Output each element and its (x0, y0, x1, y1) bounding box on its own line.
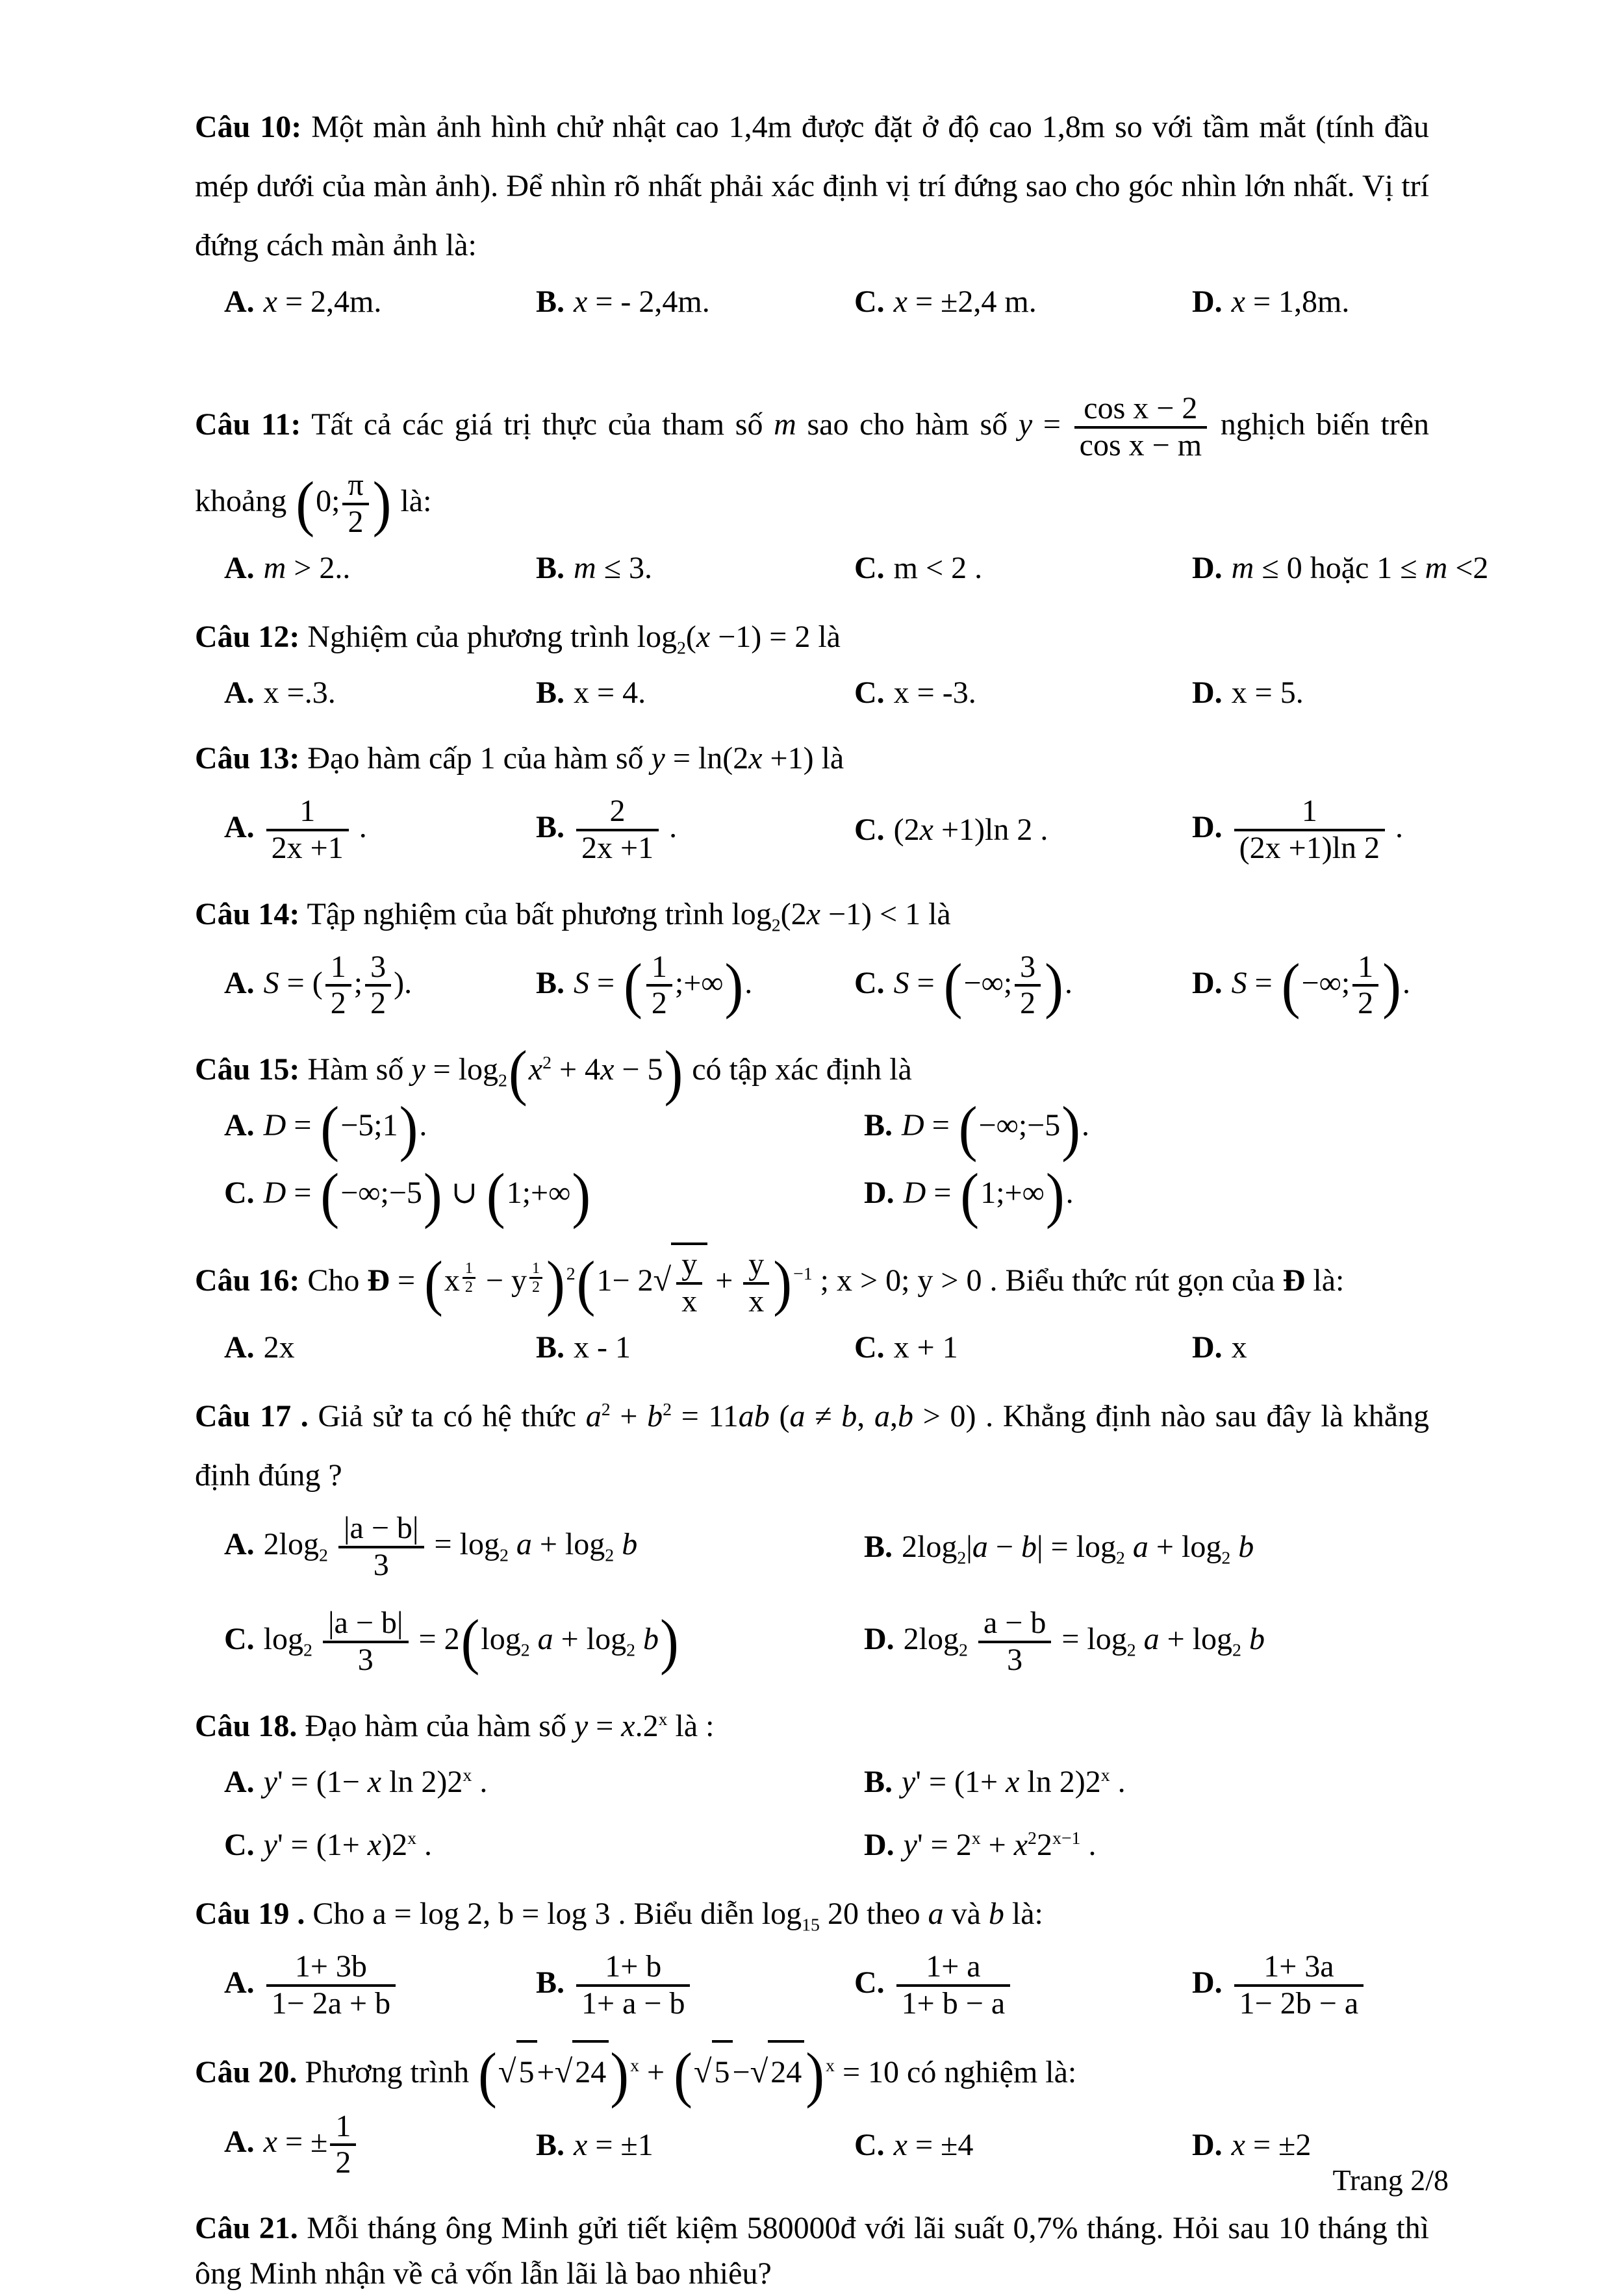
question-text (195, 1697, 1429, 1756)
options-row (195, 546, 1489, 591)
option-label: D. (1192, 1965, 1223, 2000)
option-label: D. (864, 1176, 894, 1211)
option-label: A. (224, 1108, 255, 1143)
question-number: Câu 19 . (195, 1897, 305, 1931)
option-label: B. (536, 1965, 565, 2000)
option-content: x =.3. (263, 675, 336, 711)
option-content: x = ±4 (893, 2127, 974, 2162)
option-content: D = (1;+∞). (903, 1161, 1074, 1230)
question-body: Đạo hàm của hàm số $y = x.2^x$ là : (305, 1708, 715, 1743)
question-body: Đạo hàm cấp 1 của hàm số y = ln(2x +1) là (307, 740, 844, 776)
option-a (224, 1093, 864, 1163)
option-b (864, 1760, 1429, 1805)
option-c (224, 1161, 864, 1230)
option-label: C. (854, 284, 885, 319)
option-content: x = ± $\frac{1}{2}$ (264, 2125, 359, 2159)
question-body: Phương trình ( √ 5+ √ 24)$^x$ + ( √ 5− √ 24)$^x$ = 10 có nghiệm là: (305, 2055, 1076, 2089)
question-text (195, 607, 1429, 666)
question-number: Câu 13: (195, 740, 300, 776)
option-content: $\frac{1+ b}{1+ a - b}$ (574, 1965, 692, 2000)
option-label: C. (854, 2127, 885, 2162)
option-label: C. (854, 965, 885, 1000)
option-label: C. (854, 551, 885, 586)
option-content: D = (−5;1). (263, 1093, 427, 1163)
option-label: D. (1192, 965, 1223, 1000)
option-d (1192, 279, 1429, 325)
option-b (536, 1947, 854, 2024)
option-content: S = ( $\frac{1}{2}$ ;+∞). (574, 949, 753, 1021)
option-a (224, 546, 536, 591)
option-content: D = (−∞;−5) ∪ (1;+∞) (263, 1161, 591, 1230)
question-text (195, 885, 1429, 944)
question-17 (195, 1387, 1429, 1680)
option-content: S = ( $\frac{1}{2}$ ; $\frac{3}{2}$ ). (263, 949, 412, 1021)
options-row (195, 1947, 1429, 2024)
option-b (536, 792, 854, 868)
options-row (195, 792, 1429, 868)
option-content: $y' = 2^x + x^22^{x-1}$ . (903, 1828, 1097, 1863)
question-number: Câu 14: (195, 896, 300, 931)
option-label: D. (1192, 2127, 1223, 2162)
options-row (195, 2107, 1429, 2184)
option-content: m < 2 . (893, 551, 983, 586)
question-number: Câu 20. (195, 2054, 298, 2089)
option-b (864, 1524, 1429, 1570)
question-19 (195, 1884, 1429, 2024)
option-content: x - 1 (574, 1330, 631, 1365)
option-b (864, 1093, 1429, 1163)
option-content: $\log_2$ $\frac{|a - b|}{3}$ = $2(\log_2$ $a + \log_2 b$) (263, 1606, 679, 1677)
option-c (224, 1823, 864, 1868)
option-content: $y' = (1+ x)2^x$ . (263, 1828, 432, 1863)
option-a (224, 2107, 536, 2184)
page-number: Trang 2/8 (1332, 2164, 1449, 2197)
option-label: B. (536, 675, 565, 711)
option-d (1192, 2123, 1429, 2168)
option-label: A. (224, 284, 255, 319)
question-number: Câu 16: (195, 1263, 300, 1298)
option-label: C. (854, 675, 885, 711)
question-body: Mỗi tháng ông Minh gửi tiết kiệm 580000đ với lãi suất 0,7% tháng. Hỏi sau 10 tháng thì ông Minh nhận về cả vốn lẫn lãi là bao nhiêu? (195, 2211, 1430, 2291)
option-b (536, 2123, 854, 2168)
option-content: x = 5. (1231, 675, 1304, 711)
option-content: y' = (1− x ln 2)2$^x$ . (263, 1764, 488, 1799)
option-content: $\frac{1+ 3a}{1- 2b - a}$ (1232, 1965, 1366, 2000)
option-label: A. (224, 2125, 255, 2160)
option-c (854, 807, 1192, 853)
question-text (195, 729, 1429, 788)
option-content: m ≤ 3. (574, 551, 653, 586)
option-c (854, 279, 1192, 325)
option-label: B. (536, 1330, 565, 1365)
option-content: D = (−∞;−5). (902, 1093, 1090, 1163)
option-d (1192, 792, 1429, 868)
option-content: S = (−∞; $\frac{3}{2}$ ). (893, 949, 1072, 1021)
option-content: $\frac{1}{2x +1}$ . (264, 810, 367, 844)
question-number: Câu 15: (195, 1052, 300, 1087)
question-body: Cho Đ = (x $\frac{1}{2}$ − y $\frac{1}{2}$ )$^2$(1− 2 √ $\frac{y}{x}$ + $\frac{y}{x}$ )$^{-1}$ ; x > 0; y > 0 . Biểu thức rút gọn của Đ là: (307, 1263, 1344, 1298)
option-label: D. (1192, 675, 1223, 711)
option-label: B. (864, 1764, 893, 1799)
option-label: D. (864, 1828, 894, 1863)
option-content: x = 1,8m. (1231, 284, 1350, 319)
option-b (536, 1325, 854, 1370)
option-b (536, 279, 854, 325)
option-content: x = -3. (893, 675, 976, 711)
option-c (854, 1947, 1192, 2024)
option-d (1192, 670, 1429, 716)
option-label: C. (854, 812, 885, 847)
question-text (195, 2206, 1429, 2296)
question-text (195, 97, 1429, 275)
option-content: x (1231, 1330, 1247, 1365)
options-grid (195, 1509, 1429, 1680)
option-content: $\frac{2}{2x +1}$ . (574, 810, 677, 844)
question-text (195, 1037, 1429, 1107)
question-body: Hàm số $y = \log_2(x^2 + 4x - 5)$ có tập xác định là (307, 1037, 912, 1107)
option-a (224, 670, 536, 716)
option-label: D. (864, 1621, 894, 1656)
option-content: x = 4. (574, 675, 646, 711)
option-label: A. (224, 809, 255, 844)
question-text (195, 1243, 1429, 1322)
option-label: C. (854, 1330, 885, 1365)
option-label: C. (854, 1965, 885, 2000)
question-11 (195, 389, 1489, 591)
option-label: C. (224, 1828, 255, 1863)
option-d (1192, 546, 1488, 591)
question-13 (195, 729, 1429, 868)
option-label: A. (224, 965, 255, 1000)
option-label: C. (224, 1621, 255, 1656)
question-body: Nghiệm của phương trình $\log_2(x -1) = 2$ là (307, 619, 841, 659)
option-b (536, 546, 854, 591)
option-d (1192, 1947, 1429, 2024)
options-row (195, 1325, 1429, 1370)
question-body: Tất cả các giá trị thực của tham số m sao cho hàm số y = $\frac{\text{cos x − 2}}{\text{cos x − m}}$ nghịch biến trên khoảng (0; $\frac{\pi}{2}$ ) là: (195, 391, 1430, 539)
option-d (864, 1161, 1429, 1230)
option-label: B. (536, 551, 565, 586)
question-20 (195, 2040, 1429, 2183)
question-21 (195, 2206, 1429, 2296)
option-c (854, 546, 1192, 591)
options-grid (195, 1093, 1429, 1230)
option-c (854, 2123, 1192, 2168)
option-content: x = - 2,4m. (574, 284, 710, 319)
option-a (224, 792, 536, 868)
question-body: Giả sử ta có hệ thức $a^2 + b^2 = 11ab$ (a ≠ b, a,b > 0) . Khẳng định nào sau đây là khẳng định đúng ? (195, 1399, 1430, 1493)
option-d (864, 1823, 1429, 1868)
option-content: S = (−∞; $\frac{1}{2}$ ). (1231, 949, 1410, 1021)
options-row (195, 279, 1429, 325)
options-row (195, 948, 1429, 1024)
question-body: Một màn ảnh hình chử nhật cao 1,4m được đặt ở độ cao 1,8m so với tầm mắt (tính đầu mép dưới của màn ảnh). Để nhìn rõ nhất phải xác định vị trí đứng sao cho góc nhìn lớn nhất. Vị trí đứng cách màn ảnh là: (195, 110, 1430, 263)
question-body: Cho a = log 2, b = log 3 . Biểu diễn $\log_{15} 20$ theo a và b là: (312, 1897, 1043, 1936)
option-label: D. (1192, 284, 1223, 319)
question-body: Tập nghiệm của bất phương trình $\log_2(2x -1) < 1$ là (307, 896, 951, 936)
question-18 (195, 1697, 1429, 1868)
option-label: A. (224, 1764, 255, 1799)
option-label: A. (224, 551, 255, 586)
option-label: B. (536, 809, 565, 844)
option-label: B. (864, 1108, 893, 1143)
question-16 (195, 1243, 1429, 1370)
option-content: $2\log_2$ $\frac{a - b}{3}$ = $\log_2 a + \log_2 b$ (903, 1606, 1265, 1677)
question-number: Câu 10: (195, 110, 302, 144)
option-content: $2\log_2$ $\frac{|a - b|}{3}$ = $\log_2 a + \log_2 b$ (263, 1511, 638, 1583)
option-d (864, 1604, 1429, 1680)
question-10 (195, 97, 1429, 324)
option-content: x = ±2,4 m. (893, 284, 1037, 319)
question-number: Câu 11: (195, 407, 301, 442)
option-label: A. (224, 1330, 255, 1365)
option-a (224, 1760, 864, 1805)
option-content: y' = (1+ x ln 2)2$^x$ . (902, 1764, 1126, 1799)
option-label: A. (224, 1965, 255, 2000)
question-text (195, 2040, 1429, 2109)
question-text (195, 389, 1429, 542)
question-number: Câu 21. (195, 2211, 298, 2246)
option-content: x = ±2 (1231, 2127, 1312, 2162)
option-content: $\frac{1+ a}{1+ b - a}$ (894, 1965, 1013, 2000)
option-label: A. (224, 675, 255, 711)
option-content: $\frac{1}{(2x +1)\ln 2}$ . (1232, 810, 1403, 844)
option-a (224, 1947, 536, 2024)
option-a (224, 948, 536, 1024)
option-content: $2\log_2|a - b| = \log_2 a + \log_2 b$ (902, 1530, 1254, 1569)
option-label: A. (224, 1527, 255, 1562)
option-label: B. (536, 965, 565, 1000)
option-a (224, 279, 536, 325)
option-content: x = ±1 (574, 2127, 653, 2162)
option-b (536, 948, 854, 1024)
option-c (854, 948, 1192, 1024)
option-label: B. (536, 2127, 565, 2162)
option-c (224, 1604, 864, 1680)
option-a (224, 1509, 864, 1585)
option-label: B. (536, 284, 565, 319)
option-label: D. (1192, 1330, 1223, 1365)
option-label: C. (224, 1176, 255, 1211)
option-label: B. (864, 1530, 893, 1565)
option-d (1192, 1325, 1429, 1370)
option-label: D. (1192, 809, 1223, 844)
question-text (195, 1387, 1429, 1505)
option-content: m > 2.. (263, 551, 351, 586)
option-label: D. (1192, 551, 1223, 586)
option-d (1192, 948, 1429, 1024)
option-content: x = 2,4m. (263, 284, 382, 319)
option-c (854, 670, 1192, 716)
question-15 (195, 1037, 1429, 1230)
question-text (195, 1884, 1429, 1943)
option-content: $\frac{1+ 3b}{1- 2a + b}$ (264, 1965, 398, 2000)
option-content: (2x +1)ln 2 . (893, 812, 1048, 847)
question-number: Câu 18. (195, 1708, 298, 1743)
option-b (536, 670, 854, 716)
option-content: x + 1 (893, 1330, 958, 1365)
option-content: m ≤ 0 hoặc 1 ≤ m <2 (1231, 551, 1489, 586)
options-grid (195, 1760, 1429, 1868)
question-number: Câu 17 . (195, 1399, 309, 1434)
question-14 (195, 885, 1429, 1024)
question-12 (195, 607, 1429, 716)
option-content: 2x (263, 1330, 295, 1365)
question-number: Câu 12: (195, 619, 300, 654)
option-c (854, 1325, 1192, 1370)
option-a (224, 1325, 536, 1370)
options-row (195, 670, 1429, 716)
